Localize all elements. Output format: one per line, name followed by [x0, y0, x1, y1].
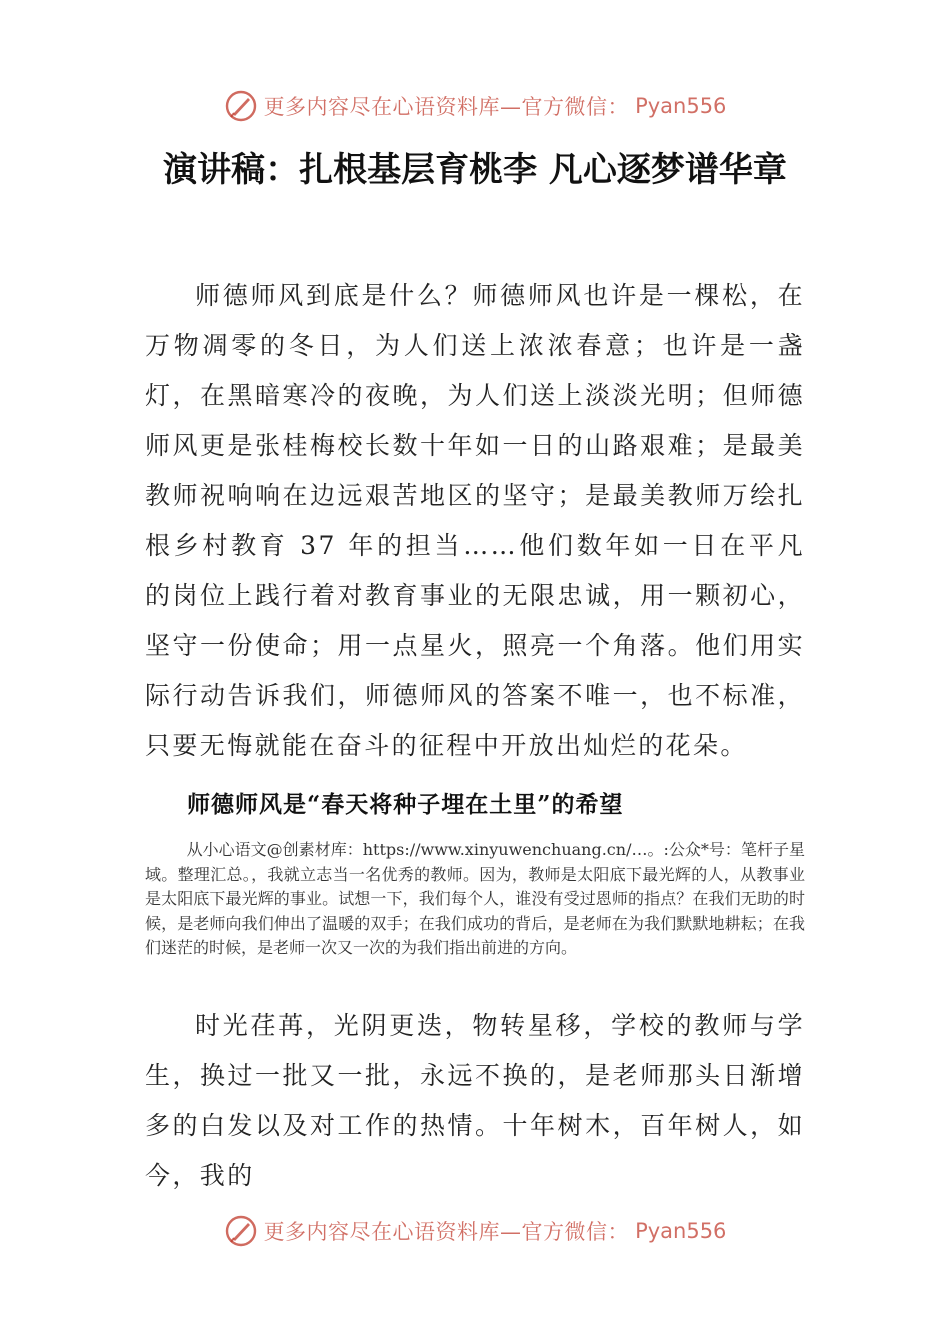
document-title: 演讲稿：扎根基层育桃李 凡心逐梦谱华章: [163, 150, 787, 190]
watermark-account: Pyan556: [635, 94, 727, 118]
section-heading: 师德师风是“春天将种子埋在土里”的希望: [187, 791, 624, 818]
quill-logo-icon: [224, 89, 258, 123]
watermark-account: Pyan556: [635, 1219, 727, 1243]
body-paragraph-2: 时光荏苒，光阴更迭，物转星移，学校的教师与学生，换过一批又一批，永远不换的，是老师那头日渐增多的白发以及对工作的热情。十年树木，百年树人，如今，我的: [145, 1011, 805, 1190]
footer-watermark: [0, 1211, 950, 1251]
quill-logo-icon: [224, 1214, 258, 1248]
body-paragraph-1: 师德师风到底是什么？师德师风也许是一棵松，在万物凋零的冬日，为人们送上浓浓春意；也许是一盏灯，在黑暗寒冷的夜晚，为人们送上淡淡光明；但师德师风更是张桂梅校长数十年如一日的山路艰难；是最美教师祝响响在边远艰苦地区的坚守；是最美教师万绘扎根乡村教育 37 年的担当……他们数年如一日在平凡的岗位上践行着对教育事业的无限忠诚，用一颗初心，坚守一份使命；用一点星火，照亮一个角落。他们用实际行动告诉我们，师德师风的答案不唯一，也不标准，只要无悔就能在奋斗的征程中开放出灿烂的花朵。: [145, 281, 805, 760]
header-watermark: [0, 86, 950, 126]
watermark-text: 更多内容尽在心语资料库—官方微信：: [263, 95, 630, 119]
watermark-text: 更多内容尽在心语资料库—官方微信：: [263, 1220, 630, 1244]
small-print-paragraph: 从小心语文@创素材库：https://www.xinyuwenchuang.cn/…。:公众*号：笔杆子星域。整理汇总。，我就立志当一名优秀的教师。因为，教师是太阳底下最光辉的人，从教事业是太阳底下最光辉的事业。试想一下，我们每个人，谁没有受过恩师的指点？在我们无助的时候，是老师向我们伸出了温暖的双手；在我们成功的背后，是老师在为我们默默地耕耘；在我们迷茫的时候，是老师一次又一次的为我们指出前进的方向。: [145, 840, 805, 957]
